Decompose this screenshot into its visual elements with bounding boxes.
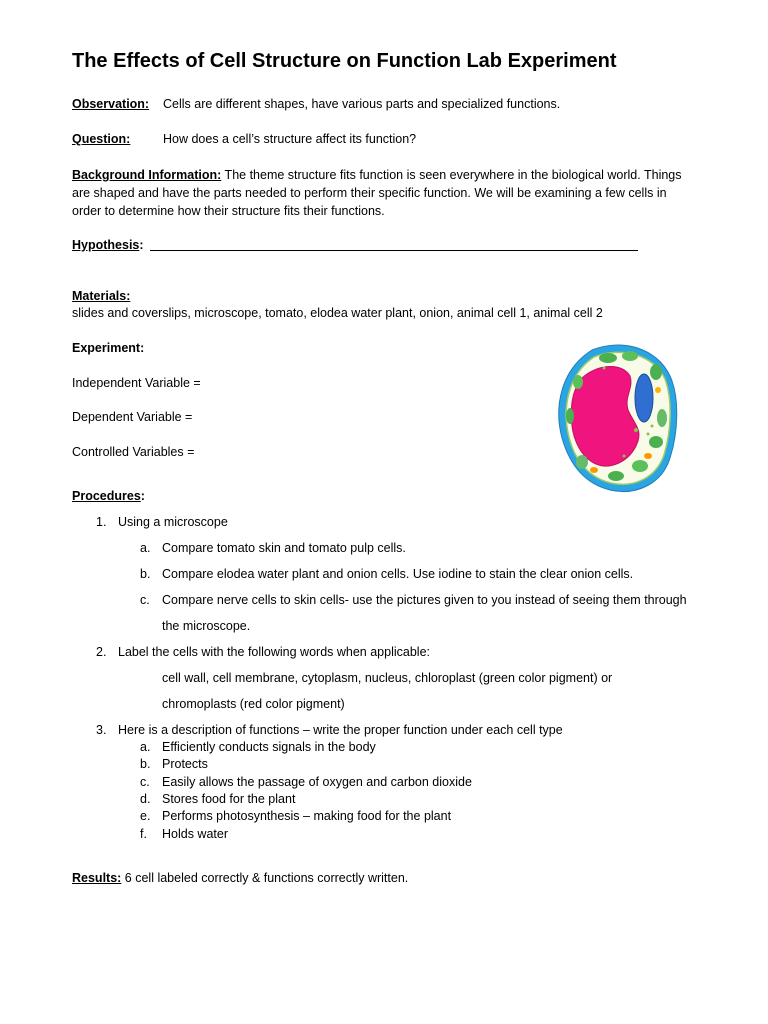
controlled-variables: Controlled Variables = [72, 445, 195, 459]
procedure-step-1c: c. Compare nerve cells to skin cells- use the pictures given to you instead of seeing them through [140, 593, 687, 607]
results-label: Results: [72, 871, 122, 885]
results-line [72, 871, 408, 885]
page-title: The Effects of Cell Structure on Function Lab Experiment [72, 50, 617, 72]
observation-text: Cells are different shapes, have various parts and specialized functions. [163, 97, 561, 111]
function-b: b. Protects [140, 757, 208, 771]
procedure-step-1b: b. Compare elodea water plant and onion cells. Use iodine to stain the clear onion cells. [140, 567, 634, 581]
function-f: f. Holds water [140, 827, 228, 841]
background-paragraph [72, 166, 698, 220]
procedure-step-2: 2. Label the cells with the following words when applicable: [96, 645, 430, 659]
procedure-step-1: 1. Using a microscope [96, 515, 228, 529]
question-text: How does a cell’s structure affect its function? [163, 132, 417, 146]
materials-text: slides and coverslips, microscope, tomato, elodea water plant, onion, animal cell 1, animal cell 2 [72, 306, 603, 320]
function-c: c. Easily allows the passage of oxygen and carbon dioxide [140, 775, 472, 789]
background-text: The theme structure fits function is seen everywhere in the biological world. Things are shaped and have the parts needed to perform their specific function. We will be examining a few cells in order to determine how their structure fits their functions. [72, 168, 682, 218]
function-d: d. Stores food for the plant [140, 792, 296, 806]
function-a: a. Efficiently conducts signals in the body [140, 740, 376, 754]
plant-cell-illustration [552, 338, 682, 498]
nucleus [635, 374, 653, 422]
dependent-variable: Dependent Variable = [72, 410, 193, 424]
observation-label: Observation: [72, 97, 150, 111]
label-words-line-1: cell wall, cell membrane, cytoplasm, nucleus, chloroplast (green color pigment) or [162, 671, 613, 685]
function-e: e. Performs photosynthesis – making food for the plant [140, 809, 452, 823]
experiment-label: Experiment: [72, 341, 145, 355]
procedure-step-1c-cont: the microscope. [162, 619, 251, 633]
procedure-step-3: 3. Here is a description of functions – write the proper function under each cell type [96, 723, 563, 737]
question-label: Question: [72, 132, 131, 146]
hypothesis-label: Hypothesis: [72, 238, 144, 252]
hypothesis-answer-line[interactable] [150, 250, 638, 251]
procedure-step-1a: a. Compare tomato skin and tomato pulp cells. [140, 541, 406, 555]
results-text: 6 cell labeled correctly & functions correctly written. [121, 871, 409, 885]
label-words-line-2: chromoplasts (red color pigment) [162, 697, 345, 711]
procedures-label: Procedures: [72, 489, 145, 503]
independent-variable: Independent Variable = [72, 376, 201, 390]
materials-label: Materials: [72, 289, 131, 303]
background-label: Background Information: [72, 168, 222, 182]
